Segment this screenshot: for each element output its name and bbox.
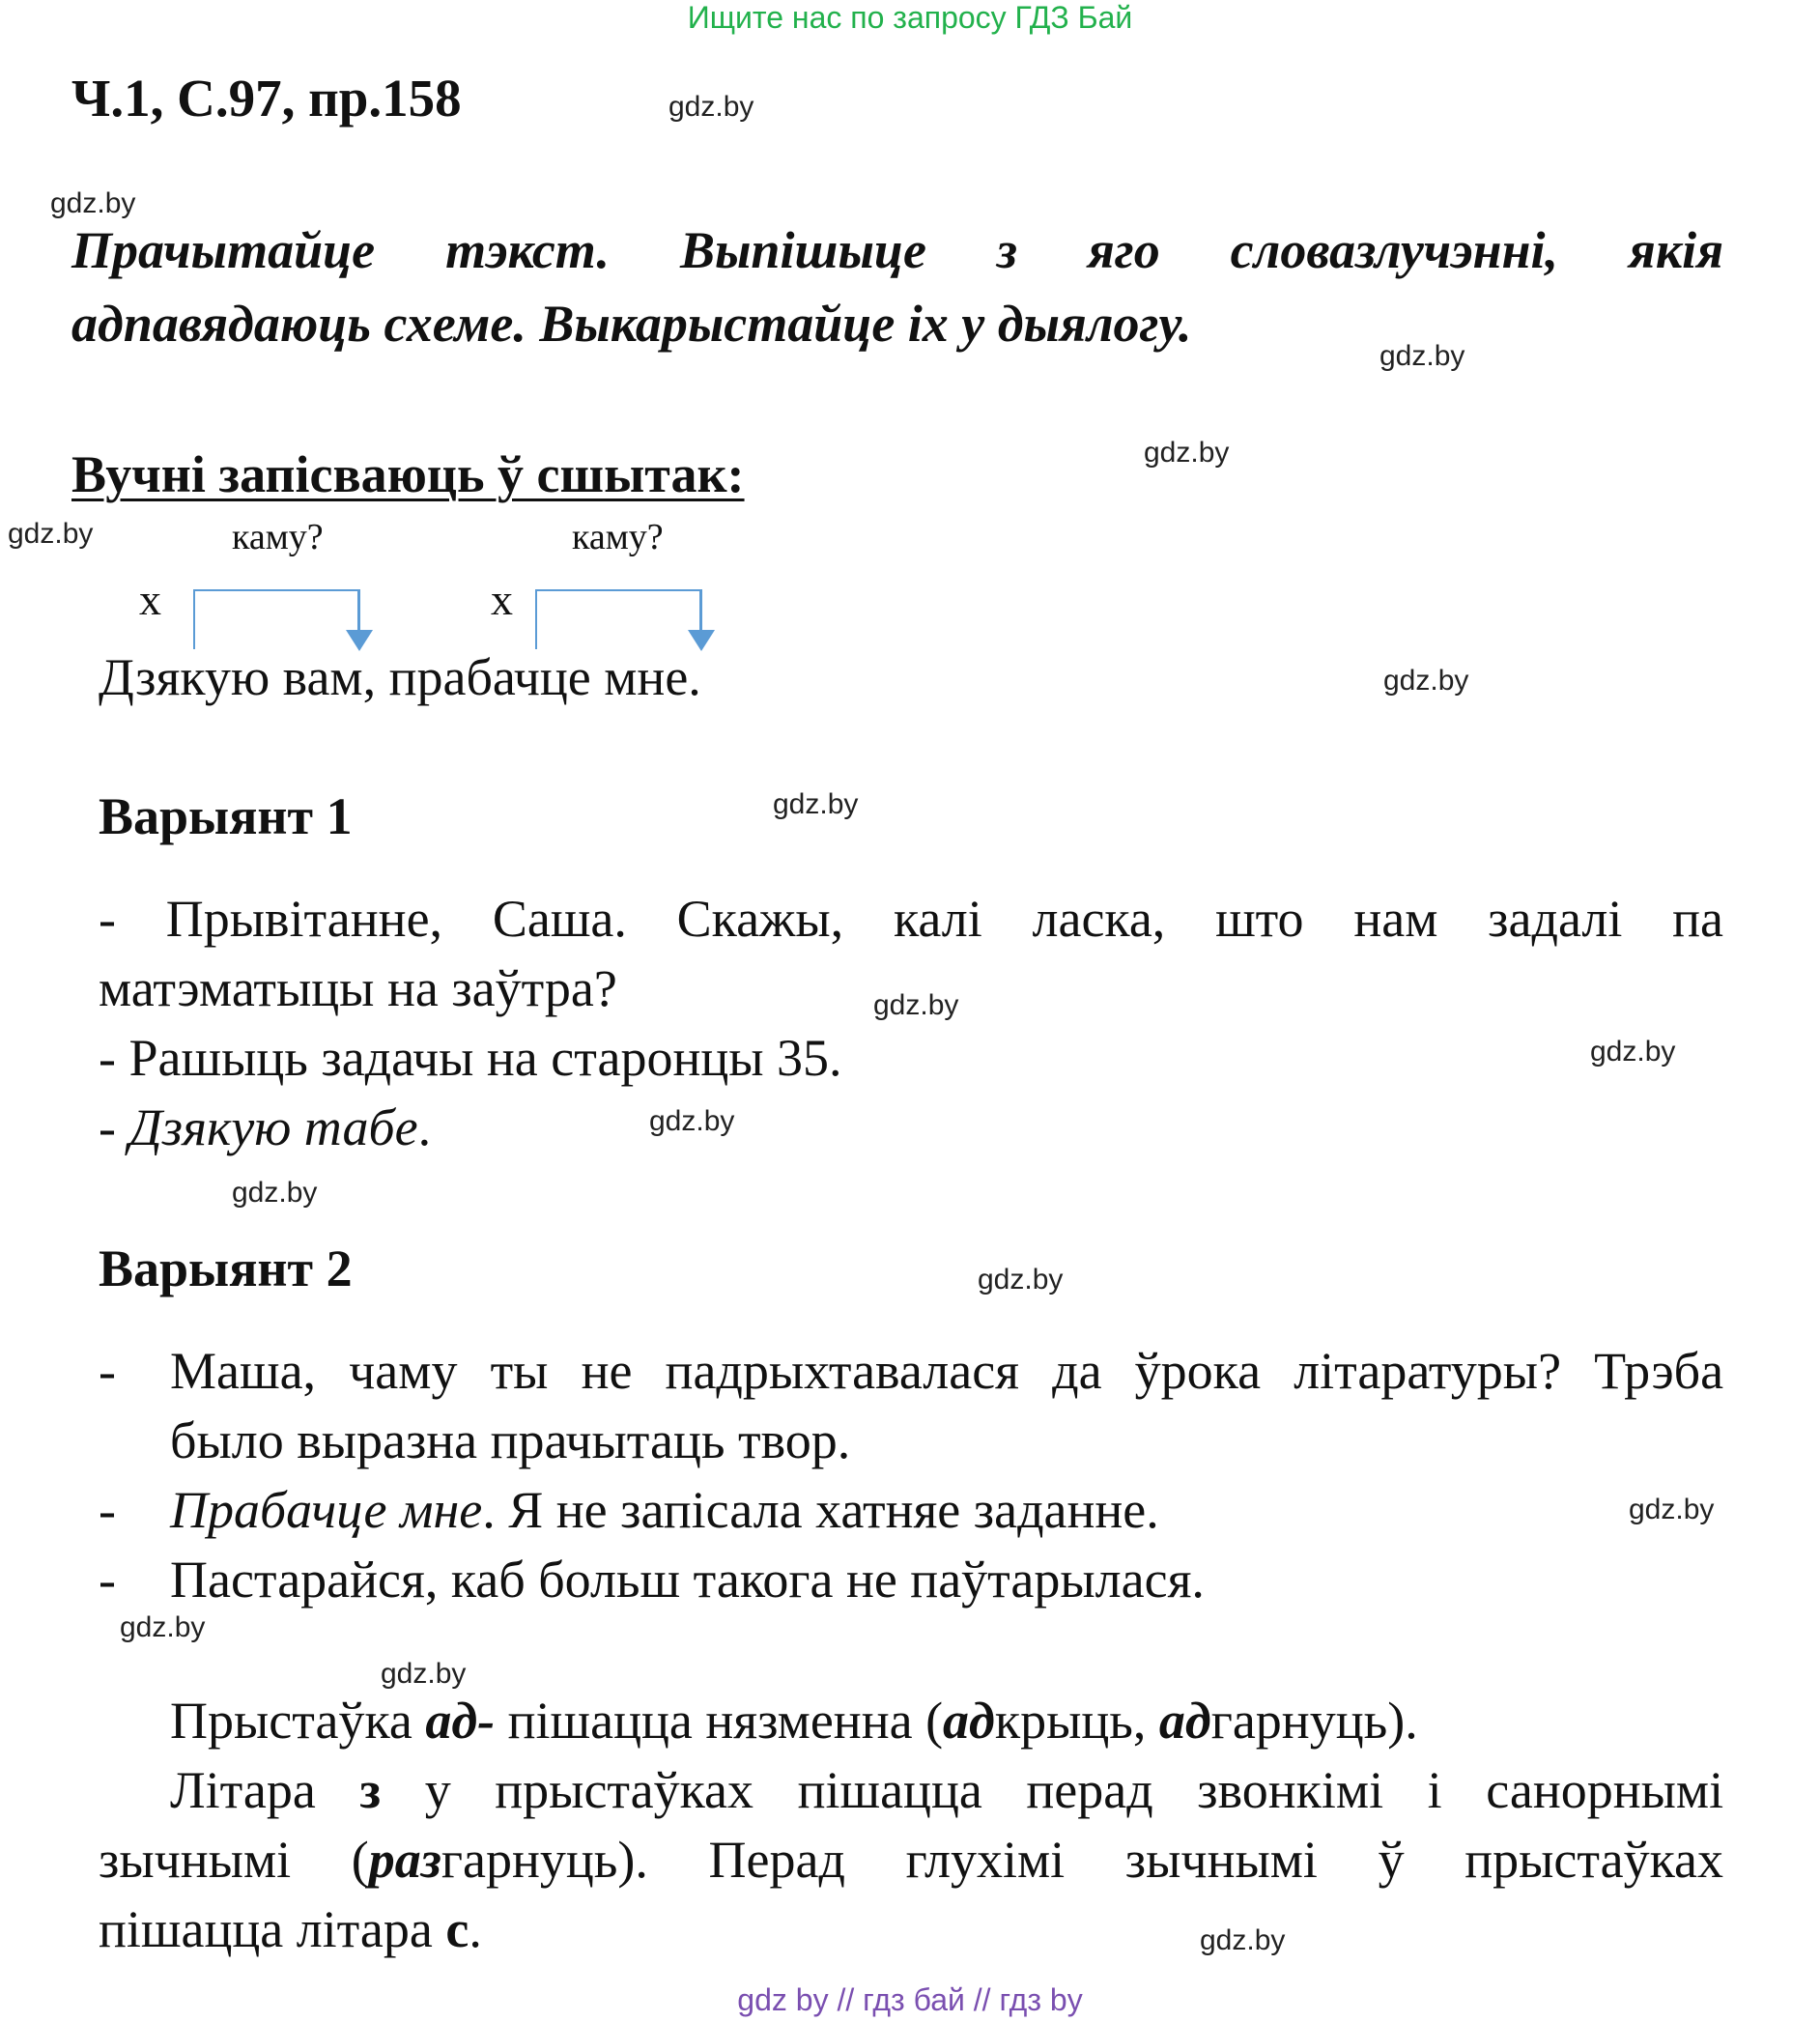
rule-word: у bbox=[424, 1761, 451, 1819]
scheme-arrow-1-shaft bbox=[357, 589, 360, 634]
variant-1-line-1 bbox=[99, 889, 1723, 949]
watermark: gdz.by bbox=[1590, 1036, 1676, 1068]
watermark: gdz.by bbox=[381, 1658, 467, 1690]
line-rest: . Я не запісала хатняе заданне. bbox=[482, 1481, 1159, 1539]
variant-2-dash-1: - bbox=[99, 1342, 116, 1400]
watermark: gdz.by bbox=[978, 1264, 1064, 1296]
text: . bbox=[469, 1900, 482, 1958]
italic-phrase: Дзякую табе bbox=[128, 1098, 418, 1156]
bold-prefix: ад- bbox=[425, 1692, 496, 1750]
top-banner: Ищите нас по запросу ГДЗ Бай bbox=[687, 0, 1133, 35]
v2-word: чаму bbox=[349, 1342, 458, 1400]
v2-word: Трэба bbox=[1594, 1342, 1724, 1400]
watermark: gdz.by bbox=[1383, 665, 1469, 697]
text: Прыстаўка bbox=[170, 1692, 426, 1750]
scheme-mark-2: х bbox=[491, 575, 513, 624]
rule-paragraph-2-line-2 bbox=[99, 1830, 1723, 1890]
v1-word: Скажы, bbox=[676, 890, 844, 948]
variant-2-dash-3: - bbox=[99, 1551, 116, 1609]
scheme-arrow-2-shaft bbox=[699, 589, 702, 634]
task-word: словазлучэнні, bbox=[1230, 221, 1559, 279]
rule-paragraph-2-line-3 bbox=[99, 1899, 482, 1959]
watermark: gdz.by bbox=[232, 1177, 318, 1209]
rule-word: звонкімі bbox=[1197, 1761, 1384, 1819]
rule-word: санорнымі bbox=[1486, 1761, 1724, 1819]
bold-prefix: раз bbox=[368, 1831, 441, 1889]
v1-word: - Прывітанне, bbox=[99, 890, 443, 948]
v1-word: ласка, bbox=[1032, 890, 1166, 948]
task-word: яго bbox=[1087, 221, 1160, 279]
text: пішацца літара bbox=[99, 1900, 446, 1958]
variant-1-line-4 bbox=[99, 1097, 431, 1157]
watermark: gdz.by bbox=[1629, 1494, 1715, 1525]
text: пішацца нязменна ( bbox=[495, 1692, 944, 1750]
notebook-heading: Вучні запісваюць ў сшытак: bbox=[71, 445, 745, 503]
task-word: тэкст. bbox=[445, 221, 610, 279]
text: гарнуць). bbox=[1210, 1692, 1418, 1750]
page-title: Ч.1, С.97, пр.158 bbox=[71, 69, 462, 128]
rule-word: прыстаўках bbox=[1465, 1831, 1723, 1889]
v2-word: Маша, bbox=[170, 1342, 317, 1400]
v1-word: што bbox=[1215, 890, 1304, 948]
variant-2-dash-2: - bbox=[99, 1481, 116, 1539]
v2-word: падрыхтавалася bbox=[665, 1342, 1019, 1400]
rule-word: глухімі bbox=[905, 1831, 1066, 1889]
variant-2-line-1 bbox=[170, 1341, 1723, 1401]
v1-word: задалі bbox=[1488, 890, 1623, 948]
variant-1-heading: Варыянт 1 bbox=[99, 787, 353, 845]
period: . bbox=[417, 1098, 432, 1156]
italic-phrase: Прабачце мне bbox=[170, 1481, 483, 1539]
watermark: gdz.by bbox=[50, 187, 136, 219]
task-word: Выпішыце bbox=[679, 221, 926, 279]
variant-2-line-3 bbox=[170, 1480, 1159, 1540]
footer-links: gdz by // гдз бай // гдз by bbox=[737, 1982, 1083, 2017]
dash: - bbox=[99, 1098, 129, 1156]
watermark: gdz.by bbox=[1379, 340, 1465, 372]
watermark: gdz.by bbox=[8, 518, 94, 550]
v1-word: нам bbox=[1353, 890, 1438, 948]
variant-2-line-4: Пастарайся, каб больш такога не паўтарылася. bbox=[170, 1551, 1205, 1609]
bold-prefix: ад bbox=[943, 1692, 995, 1750]
v2-word: да bbox=[1052, 1342, 1102, 1400]
rule-word: зычнымі bbox=[1124, 1831, 1318, 1889]
scheme-question-1: каму? bbox=[232, 517, 324, 557]
scheme-mark-1: х bbox=[139, 575, 161, 624]
rule-word: ў bbox=[1378, 1831, 1405, 1889]
rule-word: прыстаўках bbox=[495, 1761, 754, 1819]
scheme-phrase: Дзякую вам, прабачце мне. bbox=[99, 648, 701, 706]
task-line-2: адпавядаюць схеме. Выкарыстайце іх у дыялогу. bbox=[71, 295, 1192, 353]
watermark: gdz.by bbox=[649, 1105, 735, 1137]
rule-word: пішацца bbox=[797, 1761, 982, 1819]
watermark: gdz.by bbox=[1200, 1924, 1286, 1956]
scheme-question-2: каму? bbox=[572, 517, 664, 557]
variant-2-line-2: было выразна прачытаць твор. bbox=[170, 1411, 851, 1469]
v2-word: ўрока bbox=[1134, 1342, 1262, 1400]
rule-word: Перад bbox=[708, 1831, 845, 1889]
v2-word: ты bbox=[490, 1342, 549, 1400]
rule-word: Літара bbox=[170, 1761, 316, 1819]
scheme-bracket-2 bbox=[535, 589, 701, 649]
rule-word: зычнымі bbox=[99, 1831, 292, 1889]
task-line-1 bbox=[71, 220, 1723, 280]
v1-word: Саша. bbox=[492, 890, 627, 948]
rule-word: перад bbox=[1026, 1761, 1153, 1819]
variant-2-heading: Варыянт 2 bbox=[99, 1239, 353, 1297]
task-word: з bbox=[996, 221, 1017, 279]
rule-word-bold: з bbox=[359, 1761, 382, 1819]
watermark: gdz.by bbox=[1144, 437, 1230, 469]
variant-1-line-3: - Рашыць задачы на старонцы 35. bbox=[99, 1029, 842, 1087]
watermark: gdz.by bbox=[773, 788, 859, 820]
rule-word: (разгарнуць). bbox=[351, 1831, 648, 1889]
bold-letter: с bbox=[445, 1900, 469, 1958]
watermark: gdz.by bbox=[873, 989, 959, 1021]
v2-word: літаратуры? bbox=[1294, 1342, 1562, 1400]
task-word: Прачытайце bbox=[71, 221, 376, 279]
bold-prefix: ад bbox=[1158, 1692, 1211, 1750]
variant-1-line-2: матэматыцы на заўтра? bbox=[99, 959, 617, 1017]
v2-word: не bbox=[581, 1342, 633, 1400]
v1-word: па bbox=[1672, 890, 1723, 948]
task-word: якія bbox=[1629, 221, 1724, 279]
text: крыць, bbox=[994, 1692, 1159, 1750]
rule-paragraph-1 bbox=[170, 1691, 1418, 1751]
v1-word: калі bbox=[893, 890, 982, 948]
rule-paragraph-2-line-1 bbox=[170, 1760, 1723, 1820]
scheme-bracket-1 bbox=[193, 589, 359, 649]
rule-word: і bbox=[1427, 1761, 1442, 1819]
watermark: gdz.by bbox=[120, 1611, 206, 1643]
watermark: gdz.by bbox=[668, 91, 754, 123]
